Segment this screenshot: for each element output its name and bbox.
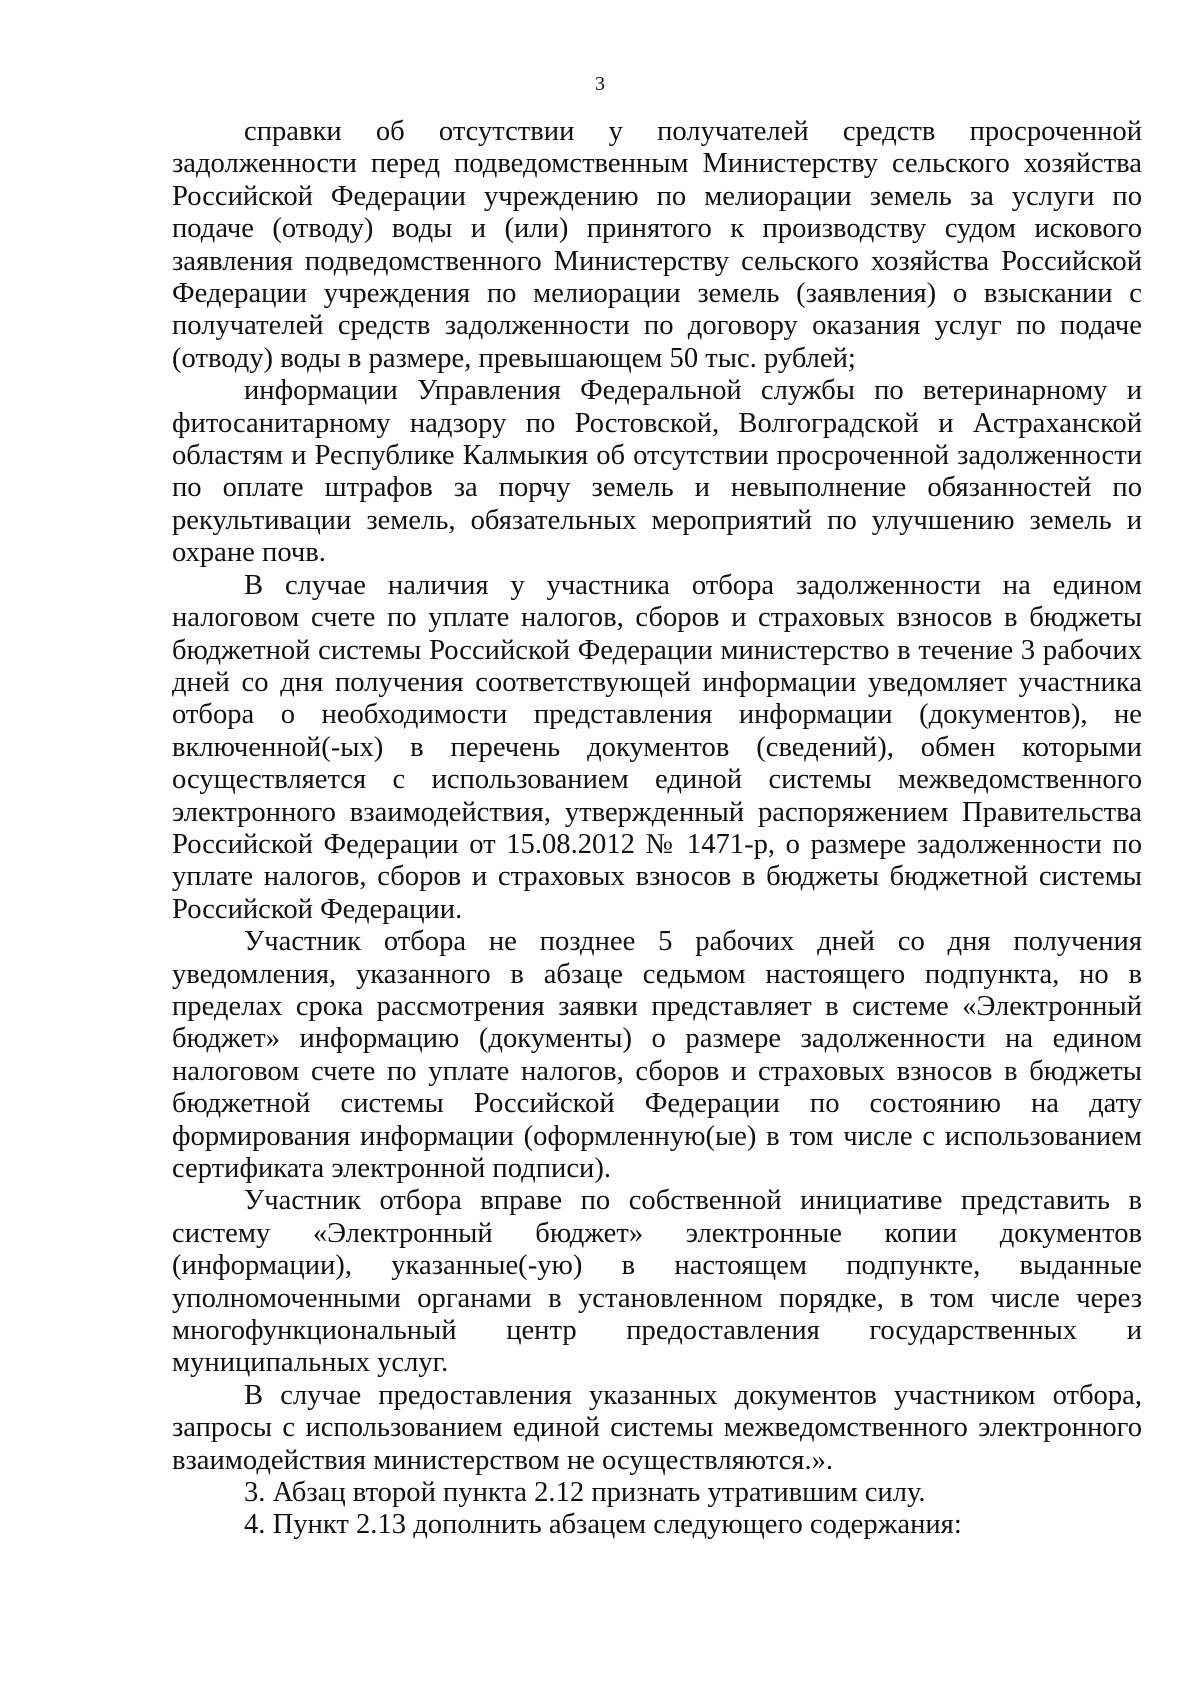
paragraph-tax-debt-case: В случае наличия у участника отбора задолженности на едином налоговом счете по уплате налогов, сборов и страховых взносов в бюджеты бюджетной системы Российской Федерации министерство в течение 3 рабочих дней со дня получения соответствующей информации уведомляет участника отбора о необходимости представления информации (документов), не включенной(-ых) в перечень документов (сведений), обмен которыми осуществляется с использованием единой системы межведомственного электронного взаимодействия, утвержденный распоряжением Правительства Российской Федерации от 15.08.2012 № 1471-р, о размере задолженности по уплате налогов, сборов и страховых взносов в бюджеты бюджетной системы Российской Федерации. — [172, 569, 1142, 925]
paragraph-veterinary-info: информации Управления Федеральной службы по ветеринарному и фитосанитарному надзору по Ростовской, Волгоградской и Астраханской областям и Республике Калмыкия об отсутствии просроченной задолженности по оплате штрафов за порчу земель и невыполнение обязанностей по рекультивации земель, обязательных мероприятий по улучшению земель и охране почв. — [172, 375, 1142, 569]
document-body — [172, 116, 1142, 1542]
paragraph-item-4: 4. Пункт 2.13 дополнить абзацем следующего содержания: — [244, 1509, 962, 1541]
paragraph-no-requests: В случае предоставления указанных документов участником отбора, запросы с использованием единой системы межведомственного электронного взаимодействия министерством не осуществляются.». — [172, 1379, 1142, 1476]
paragraph-item-3: 3. Абзац второй пункта 2.12 признать утратившим силу. — [244, 1477, 926, 1509]
page-number: 3 — [595, 73, 605, 95]
paragraph-certificate-debt: справки об отсутствии у получателей средств просроченной задолженности перед подведомственным Министерству сельского хозяйства Российской Федерации учреждению по мелиорации земель за услуги по подаче (отводу) воды и (или) принятого к производству судом искового заявления подведомственного Министерству сельского хозяйства Российской Федерации учреждения по мелиорации земель (заявления) о взыскании с получателей средств задолженности по договору оказания услуг по подаче (отводу) воды в размере, превышающем 50 тыс. рублей; — [172, 116, 1142, 374]
paragraph-participant-initiative: Участник отбора вправе по собственной инициативе представить в систему «Электронный бюджет» электронные копии документов (информации), указанные(-ую) в настоящем подпункте, выданные уполномоченными органами в установленном порядке, в том числе через многофункциональный центр предоставления государственных и муниципальных услуг. — [172, 1185, 1142, 1379]
paragraph-participant-deadline: Участник отбора не позднее 5 рабочих дней со дня получения уведомления, указанного в абзаце седьмом настоящего подпункта, но в пределах срока рассмотрения заявки представляет в системе «Электронный бюджет» информацию (документы) о размере задолженности на едином налоговом счете по уплате налогов, сборов и страховых взносов в бюджеты бюджетной системы Российской Федерации по состоянию на дату формирования информации (оформленную(ые) в том числе с использованием сертификата электронной подписи). — [172, 926, 1142, 1184]
